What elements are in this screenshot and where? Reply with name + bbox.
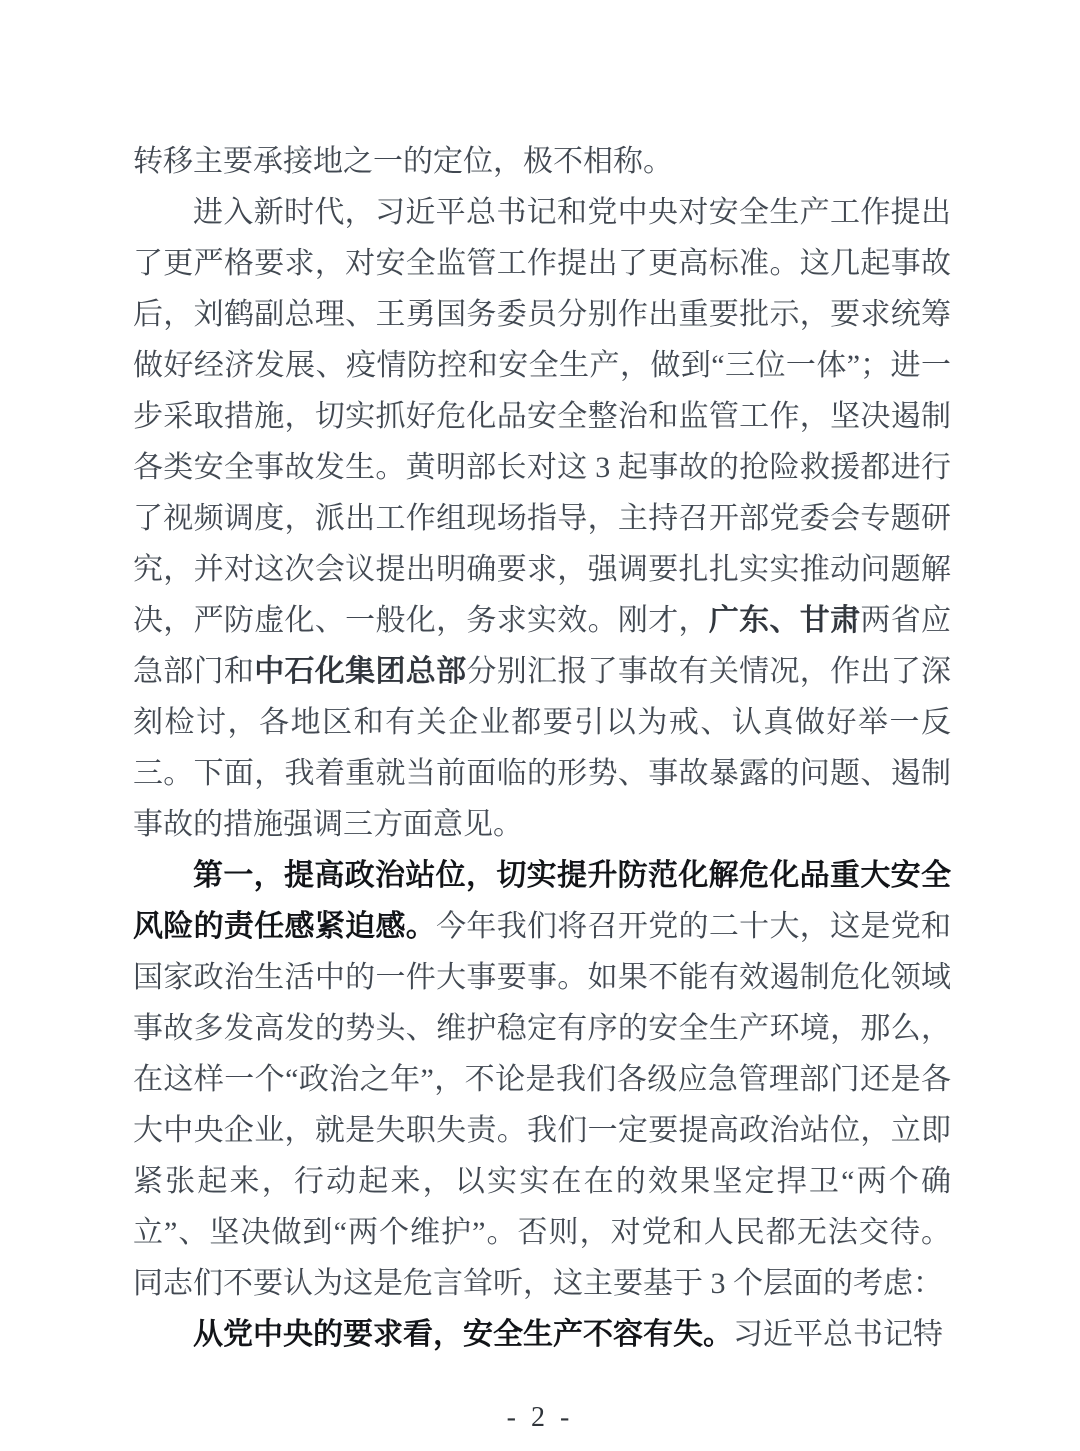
text-segment: 进入新时代，习近平总书记和党中央对安全生产工作提出了更严格要求，对安全监管工作提出了更高标准。这几起事故后，刘鹤副总理、王勇国务委员分别作出重要批示，要求统筹做好经济发展、疫情防控和安全生产，做到“三位一体”；进一步采取措施，切实抓好危化品安全整治和监管工作，坚决遏制各类安全事故发生。黄明部长对这 3 起事故的抢险救援都进行了视频调度，派出工作组现场指导，主持召开部党委会专题研究，并对这次会议提出明确要求，强调要扎扎实实推动问题解决，严防虚化、一般化，务求实效。刚才， (133, 196, 951, 637)
section-heading-text: 第一，提高政治站位，切实提升防范化解危化品重大安全风险的责任感紧迫感。 (133, 859, 951, 943)
text-segment: 转移主要承接地之一的定位，极不相称。 (133, 145, 673, 178)
text-segment: 习近平总书记特 (733, 1318, 943, 1351)
paragraph-section-first (133, 850, 951, 1309)
subpoint-heading-text: 从党中央的要求看，安全生产不容有失。 (193, 1318, 733, 1351)
document-body (133, 136, 951, 1360)
page-number: - 2 - (506, 1402, 574, 1433)
text-segment: 分别汇报了事故有关情况，作出了深刻检讨，各地区和有关企业都要引以为戒、认真做好举一反三。下面，我着重就当前面临的形势、事故暴露的问题、遏制事故的措施强调三方面意见。 (133, 655, 952, 841)
emphasized-text-segment: 中石化集团总部 (254, 655, 467, 688)
emphasized-text-segment: 广东、甘肃 (708, 604, 861, 637)
paragraph (133, 187, 951, 850)
text-segment: 今年我们将召开党的二十大，这是党和国家政治生活中的一件大事要事。如果不能有效遏制危化领域事故多发高发的势头、维护稳定有序的安全生产环境，那么，在这样一个“政治之年”，不论是我们各级应急管理部门还是各大中央企业，就是失职失责。我们一定要提高政治站位，立即紧张起来，行动起来，以实实在在的效果坚定捍卫“两个确立”、坚决做到“两个维护”。否则，对党和人民都无法交待。同志们不要认为这是危言耸听，这主要基于 3 个层面的考虑： (133, 910, 952, 1300)
text-segment: 两省应急部门和 (133, 604, 952, 688)
paragraph-subpoint (133, 1309, 951, 1360)
paragraph-continuation (133, 136, 951, 187)
